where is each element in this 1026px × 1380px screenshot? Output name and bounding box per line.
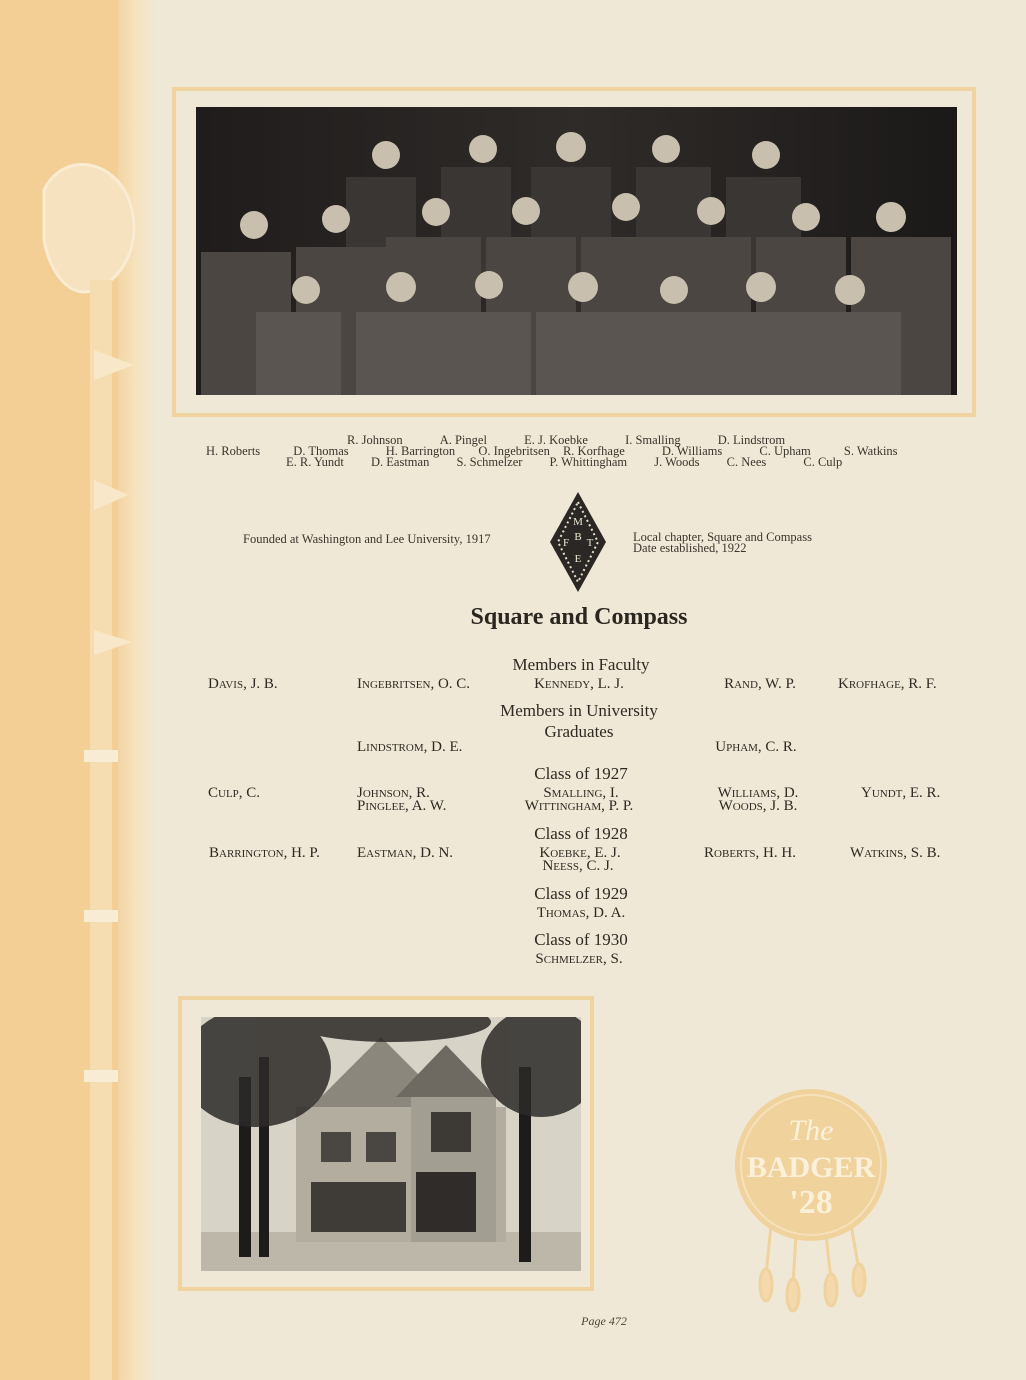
fraternity-badge-icon <box>548 490 608 594</box>
local-chapter-text <box>633 532 812 554</box>
caption-name: D. Williams <box>661 444 723 458</box>
caption-name: J. Woods <box>654 455 700 469</box>
caption-name: E. J. Koebke <box>524 433 588 447</box>
seal-text-line3: '28 <box>789 1184 833 1221</box>
badge-letter: B <box>574 531 582 543</box>
local-chapter-line: Local chapter, Square and Compass <box>633 530 812 544</box>
group-photo <box>196 107 957 395</box>
caption-name: H. Roberts <box>206 444 261 458</box>
seal-text-line2: BADGER <box>746 1151 876 1184</box>
badge-letter: F <box>562 537 570 549</box>
member-name: Wittingham, P. P. <box>524 798 634 814</box>
badge-letter: E <box>574 553 582 565</box>
caption-name: D. Lindstrom <box>717 433 786 447</box>
member-name: Thomas, D. A. <box>536 905 626 921</box>
section-heading-1928: Class of 1928 <box>534 824 628 843</box>
caption-name: H. Barrington <box>385 444 456 458</box>
member-name: Johnson, R. <box>357 785 430 801</box>
section-heading-graduates-line2: Graduates <box>544 722 614 741</box>
caption-name: C. Upham <box>759 444 811 458</box>
section-heading-1930: Class of 1930 <box>534 930 628 949</box>
caption-name: S. Schmelzer <box>456 455 523 469</box>
member-name: Williams, D. <box>717 785 799 801</box>
badger-seal-logo <box>731 1085 891 1315</box>
caption-name: I. Smalling <box>625 433 681 447</box>
caption-name: C. Culp <box>803 455 843 469</box>
caption-name: D. Eastman <box>371 455 430 469</box>
caption-name: R. Korfhage <box>562 444 625 458</box>
section-heading-faculty: Members in Faculty <box>512 655 650 674</box>
seal-text-line1: The <box>788 1114 834 1147</box>
member-name: Woods, J. B. <box>718 798 798 814</box>
member-name: Davis, J. B. <box>208 676 278 692</box>
caption-name: O. Ingebritsen <box>478 444 550 458</box>
page-title: Square and Compass <box>470 604 688 630</box>
caption-name: S. Watkins <box>843 444 898 458</box>
caption-row-bottom <box>286 455 842 470</box>
page-number: Page 472 <box>581 1314 627 1328</box>
founded-text: Founded at Washington and Lee University, 1917 <box>243 532 491 546</box>
caption-name: E. R. Yundt <box>286 455 344 469</box>
member-name: Watkins, S. B. <box>850 845 941 861</box>
caption-name: A. Pingel <box>439 433 487 447</box>
member-name: Lindstrom, D. E. <box>357 739 463 755</box>
section-heading-1927: Class of 1927 <box>534 764 628 783</box>
member-name: Kennedy, L. J. <box>534 676 624 692</box>
badge-letter: T <box>586 537 594 549</box>
caption-name: D. Thomas <box>293 444 349 458</box>
section-heading-graduates: Members in University <box>500 701 658 720</box>
caption-name: C. Nees <box>726 455 767 469</box>
member-name: Upham, C. R. <box>715 739 797 755</box>
section-heading-1929: Class of 1929 <box>534 884 628 903</box>
member-name: Rand, W. P. <box>724 676 796 692</box>
totem-ornament <box>34 150 154 1380</box>
house-photo <box>201 1017 581 1271</box>
member-name: Eastman, D. N. <box>357 845 454 861</box>
caption-name: P. Whittingham <box>549 455 628 469</box>
member-name: Roberts, H. H. <box>704 845 796 861</box>
caption-name: R. Johnson <box>347 433 403 447</box>
badge-letter: M <box>573 516 583 528</box>
member-name: Pinglee, A. W. <box>357 798 447 814</box>
member-name: Yundt, E. R. <box>861 785 941 801</box>
member-name: Culp, C. <box>208 785 261 801</box>
member-name: Koebke, E. J. <box>539 845 621 861</box>
local-chapter-line: Date established, 1922 <box>633 541 747 555</box>
member-name: Neess, C. J. <box>542 858 614 874</box>
member-name: Barrington, H. P. <box>209 845 320 861</box>
member-name: Schmelzer, S. <box>535 951 623 967</box>
member-name: Krofhage, R. F. <box>838 676 937 692</box>
member-name: Smalling, I. <box>543 785 619 801</box>
member-name: Ingebritsen, O. C. <box>357 676 471 692</box>
